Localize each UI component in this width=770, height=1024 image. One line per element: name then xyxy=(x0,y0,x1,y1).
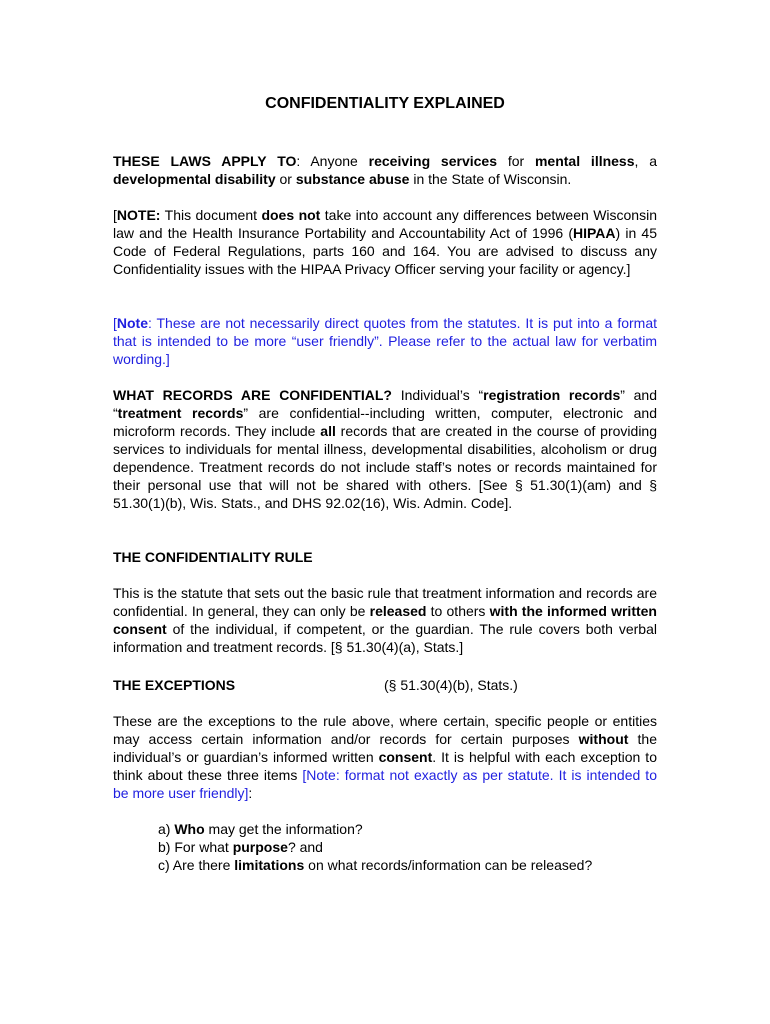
confidentiality-rule-paragraph: This is the statute that sets out the basic rule that treatment information and records are confidential. In general, they can only be released to others with the informed written consent of the individual, if competent, or the guardian. The rule covers both verbal information and treatment records. [§ 51.30(4)(a), Stats.] xyxy=(113,585,657,655)
confidential-records-paragraph: WHAT RECORDS ARE CONFIDENTIAL? Individual’s “registration records” and “treatment records” are confidential--including written, computer, electronic and microform records. They include all records that are created in the course of providing services to individuals for mental illness, developmental disabilities, alcoholism or drug dependence. Treatment records do not include staff’s notes or records maintained for their personal use that will not be shared with others. [See § 51.30(1)(am) and § 51.30(1)(b), Wis. Stats., and DHS 92.02(16), Wis. Admin. Code]. xyxy=(113,387,658,511)
question-list xyxy=(158,820,592,874)
page-title: CONFIDENTIALITY EXPLAINED xyxy=(265,95,505,112)
hipaa-note-paragraph: [NOTE: This document does not take into account any differences between Wisconsin law and the Health Insurance Portability and Accountability Act of 1996 (HIPAA) in 45 Code of Federal Regulations, parts 160 and 164. You are advised to discuss any Confidentiality issues with the HIPAA Privacy Officer serving your facility or agency.] xyxy=(113,207,657,277)
list-item: b) For what purpose? and xyxy=(158,839,323,855)
confidentiality-rule-heading: THE CONFIDENTIALITY RULE xyxy=(113,549,313,565)
exceptions-note: [Note: format not exactly as per statute. It is intended to be more user friendly] xyxy=(113,767,657,801)
list-item: c) Are there limitations on what records/information can be released? xyxy=(158,857,593,873)
exceptions-heading: THE EXCEPTIONS xyxy=(113,677,236,693)
statute-note-paragraph: [Note: These are not necessarily direct quotes from the statutes. It is put into a format that is intended to be more “user friendly”. Please refer to the actual law for verbatim wording.] xyxy=(113,315,657,367)
list-item: a) Who may get the information? xyxy=(158,821,363,837)
exceptions-citation: (§ 51.30(4)(b), Stats.) xyxy=(384,677,518,693)
records-heading: WHAT RECORDS ARE CONFIDENTIAL? xyxy=(113,387,392,403)
laws-apply-label: THESE LAWS APPLY TO xyxy=(113,153,297,169)
exceptions-paragraph: These are the exceptions to the rule above, where certain, specific people or entities may access certain information and/or records for certain purposes without the individual’s or guardian’s informed written consent. It is helpful with each exception to think about these three items [Note: format not exactly as per statute. It is intended to be more user friendly]: xyxy=(113,713,657,801)
laws-apply-paragraph: THESE LAWS APPLY TO: Anyone receiving services for mental illness, a developmental disability or substance abuse in the State of Wisconsin. xyxy=(113,153,658,187)
